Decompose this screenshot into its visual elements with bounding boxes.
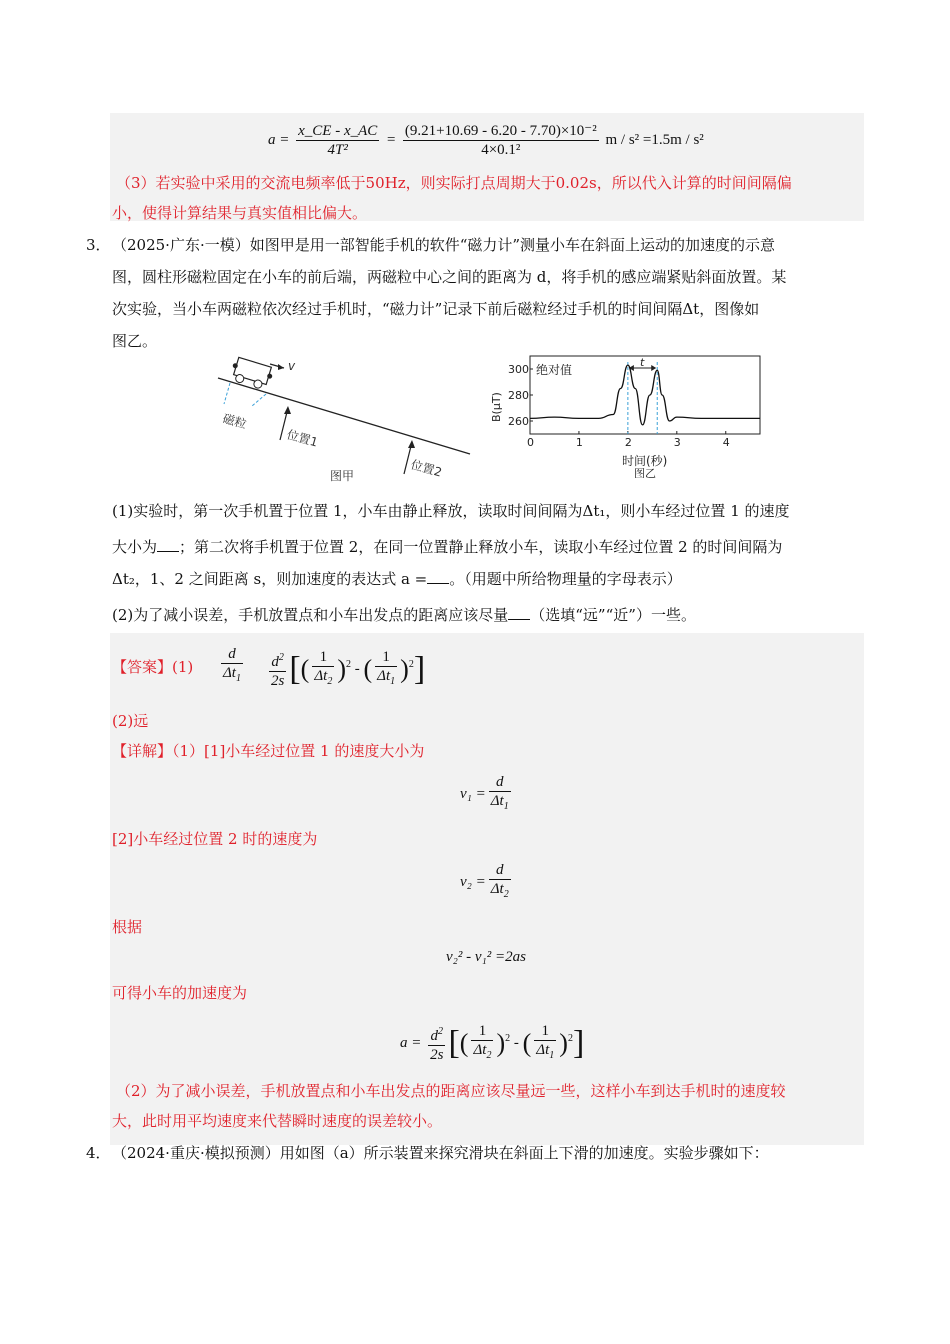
top-part3-line2: 小，使得计算结果与真实值相比偏大。: [112, 204, 368, 222]
q3-sub2: (2)为了减小误差，手机放置点和小车出发点的距离应该尽量 （选填“远”“近”）一些。: [112, 606, 696, 624]
eq-v1: v₁ = $\frac{d}{\Delta t_1}$: [460, 774, 509, 813]
blank-2[interactable]: [427, 569, 449, 584]
chart-ylabel: B(μT): [490, 392, 503, 422]
eq-v2: v₂ = $\frac{d}{\Delta t_2}$: [460, 862, 509, 901]
cart: [229, 356, 275, 391]
q3-sub1-line3: Δt₂，1、2 之间距离 s，则加速度的表达式 a = 。（用题中所给物理量的字母表示）: [112, 570, 682, 588]
q3-stem-line1: （2025·广东·一模）如图甲是用一部智能手机的软件“磁力计”测量小车在斜面上运动的加速度的示意: [112, 236, 776, 254]
detail-2: [2]小车经过位置 2 时的速度为: [112, 830, 318, 848]
fig-a-caption: 图甲: [330, 469, 355, 483]
y-tick-label: 280: [508, 389, 529, 402]
detail-4: 可得小车的加速度为: [112, 984, 248, 1002]
q3-stem-line2: 图，圆柱形磁粒固定在小车的前后端，两磁粒中心之间的距离为 d，将手机的感应端紧贴斜面放置。某: [112, 268, 787, 286]
x-tick-label: 2: [624, 436, 632, 449]
q3-number: 3．: [86, 236, 111, 254]
t-arrow-right-icon: [651, 365, 656, 371]
answer-2: (2)远: [112, 712, 149, 730]
answer-tag: 【答案】(1): [112, 658, 194, 676]
y-tick-label: 260: [508, 415, 529, 428]
detail-1: 【详解】（1）[1]小车经过位置 1 的速度大小为: [112, 742, 425, 760]
velocity-label: v: [288, 359, 296, 373]
pos2-label: 位置2: [409, 457, 444, 480]
figure-a-incline: [212, 356, 482, 486]
detail-5-line2: 大，此时用平均速度来代替瞬时速度的误差较小。: [112, 1112, 443, 1130]
blank-3[interactable]: [508, 605, 530, 620]
x-tick-label: 3: [673, 436, 681, 449]
eq-kinematics: v₂² - v₁² =2as: [446, 949, 526, 965]
q3-stem-line4: 图乙。: [112, 332, 158, 350]
incline-surface: [218, 378, 470, 454]
q3-sub1-line1: (1)实验时，第一次手机置于位置 1，小车由静止释放，读取时间间隔为Δt₁，则小车经过位置 1 的速度: [112, 502, 790, 520]
top-formula: a = $\frac{x\_CE - x\_AC}{\text{4T²}}$ = $\frac{\text{(9.21+10.69 - 6.20 - 7.70)×10⁻²}}{\text{4×0.1²}}$ m / s² =1.5m / s²: [268, 123, 704, 159]
q3-stem-line3: 次实验，当小车两磁粒依次经过手机时，“磁力计”记录下前后磁粒经过手机的时间间隔Δt，图像如: [112, 300, 760, 318]
chart-caption: 图乙: [634, 467, 656, 478]
magnet-label: 磁粒: [221, 411, 249, 432]
detail-5-line1: （2）为了减小误差，手机放置点和小车出发点的距离应该尽量远一些，这样小车到达手机时的速度较: [116, 1082, 786, 1100]
eq-acceleration: a = $\frac{d^2}{2s}$ [( $\frac{1}{\Delta t_2}$ )$^2$ - ( $\frac{1}{\Delta t_1}$ )$^2$]: [400, 1023, 585, 1064]
detail-3: 根据: [112, 918, 143, 936]
chart-legend: 绝对值: [536, 363, 573, 377]
chart-xlabel: 时间(秒): [622, 454, 668, 468]
blank-1[interactable]: [157, 537, 179, 552]
q3-sub1-line2: 大小为 ；第二次将手机置于位置 2，在同一位置静止释放小车，读取小车经过位置 2 的时间间隔为: [112, 538, 783, 556]
figure-b-chart: [486, 350, 776, 478]
x-tick-label: 0: [527, 436, 534, 449]
q4-stem: （2024·重庆·模拟预测）用如图（a）所示装置来探究滑块在斜面上下滑的加速度。实验步骤如下：: [112, 1144, 769, 1162]
answer-v1: $\frac{d}{\Delta t_1}$: [223, 646, 241, 685]
q4-number: 4．: [86, 1144, 111, 1162]
pos1-label: 位置1: [285, 427, 320, 450]
chart-t-label: t: [640, 356, 645, 369]
answer-a: $\frac{d^2}{2s}$ [( $\frac{1}{\Delta t_2}$ )$^2$ - ( $\frac{1}{\Delta t_1}$ )$^2$]: [271, 649, 426, 690]
x-tick-label: 1: [575, 436, 583, 449]
x-tick-label: 4: [722, 436, 730, 449]
y-tick-label: 300: [508, 363, 529, 376]
top-part3-line1: （3）若实验中采用的交流电频率低于50Hz，则实际打点周期大于0.02s，所以代入计算的时间间隔偏: [116, 174, 792, 192]
